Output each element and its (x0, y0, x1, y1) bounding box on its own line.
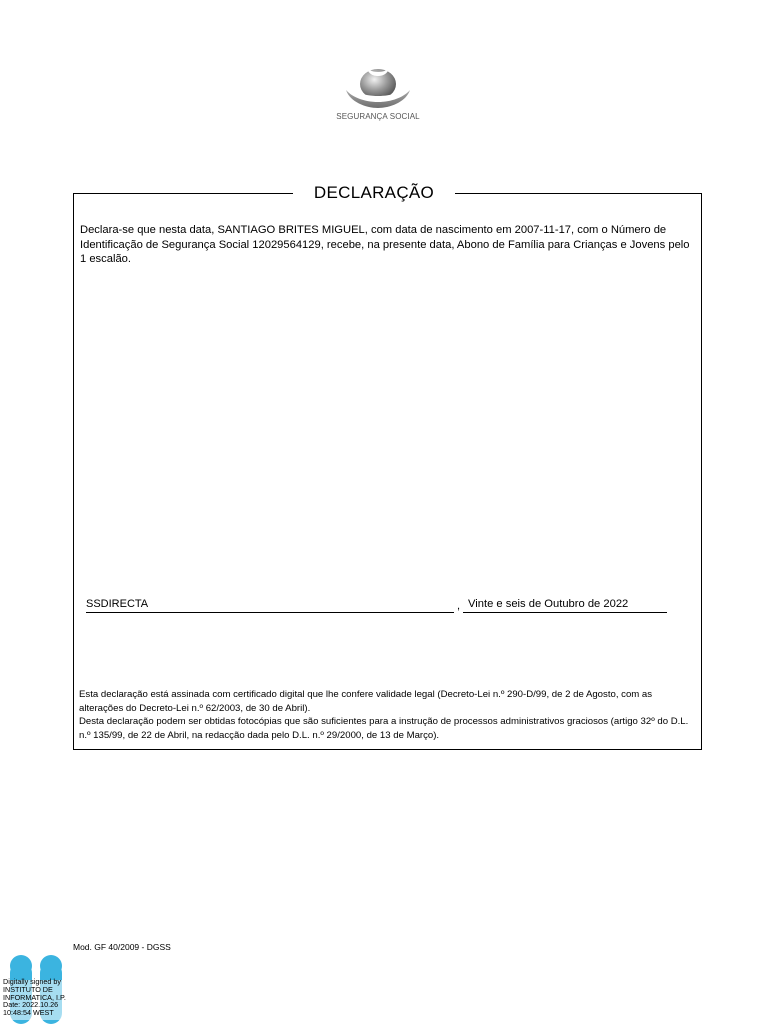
place-date-separator: , (457, 600, 461, 612)
signature-line: Date: 2022.10.26 (3, 1000, 59, 1010)
office-name: SSDIRECTA (86, 598, 149, 610)
logo-caption: SEGURANÇA SOCIAL (336, 112, 420, 121)
document-title: DECLARAÇÃO (313, 183, 435, 202)
legal-notice (79, 688, 695, 743)
office-underline (86, 612, 454, 613)
signature-line: 10:48:54 WEST (3, 1008, 54, 1018)
declaration-date: Vinte e seis de Outubro de 2022 (468, 598, 629, 610)
legal-paragraph: Esta declaração está assinada com certificado digital que lhe confere validade legal (Decreto-Lei n.º 290-D/99, de 2 de Agosto, com as alterações do Decreto-Lei n.º 62/2003, de 30 de Abril). (79, 689, 653, 714)
title-container (293, 181, 455, 205)
date-underline (463, 612, 667, 613)
form-model-code: Mod. GF 40/2009 - DGSS (73, 942, 171, 952)
signature-line: Digitally signed by (3, 977, 61, 986)
legal-paragraph: Desta declaração podem ser obtidas fotocópias que são suficientes para a instrução de processos administrativos graciosos (artigo 32º do D.L. n.º 135/99, de 22 de Abril, na redacção dada pelo D.L. n.º 29/2000, de 13 de Março). (79, 716, 689, 742)
digital-signature-text (3, 978, 66, 1017)
signature-line: INSTITUTO DE (3, 984, 53, 994)
declaration-body: Declara-se que nesta data, SANTIAGO BRITES MIGUEL, com data de nascimento em 2007-11-17, com o Número de Identificação de Segurança Social 12029564129, recebe, na presente data, Abono de Família para Crianças e Jovens pelo 1 escalão. (80, 224, 690, 265)
signature-line: INFORMATICA, I.P. (3, 992, 66, 1002)
declaration-frame (73, 193, 702, 750)
